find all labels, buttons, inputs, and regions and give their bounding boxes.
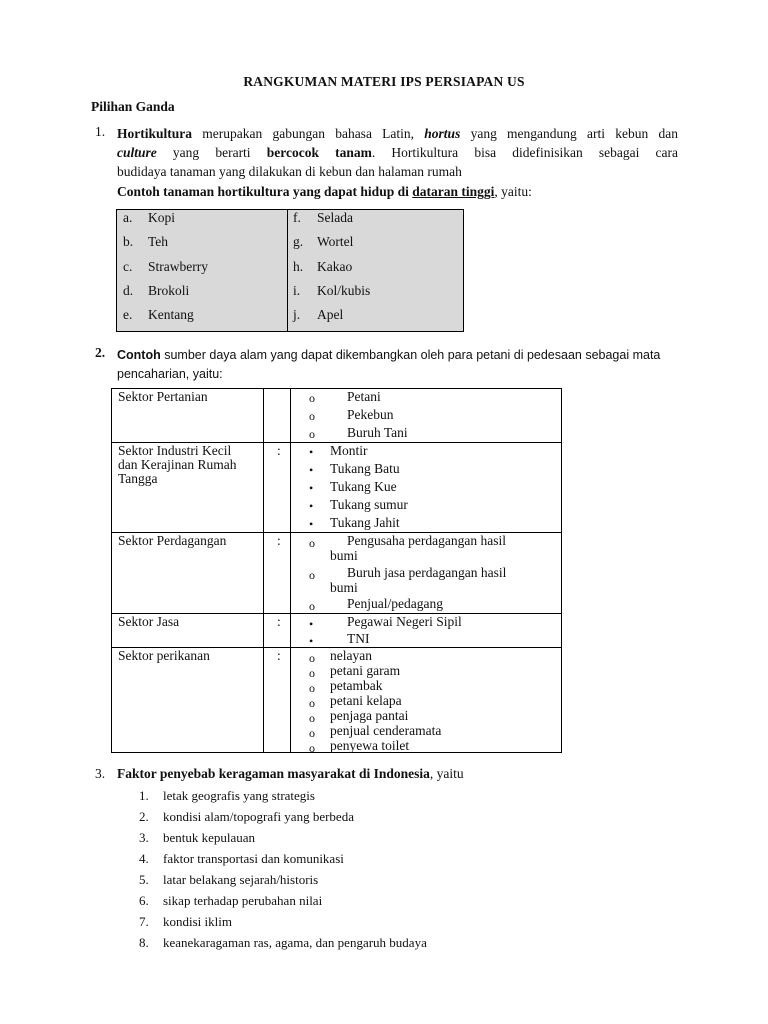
sector-item: penjaga pantai: [330, 708, 409, 723]
label-line: Sektor Industri Kecil: [118, 443, 232, 458]
list-item: [139, 788, 315, 804]
list-text: letak geografis yang strategis: [163, 788, 315, 803]
prompt-suffix: , yaitu:: [494, 184, 532, 199]
sector-item: Tukang sumur: [330, 497, 408, 512]
option-value: Brokoli: [148, 283, 190, 298]
question-1-text: [117, 124, 678, 181]
question-2-number: 2.: [95, 345, 106, 360]
list-number: 4.: [139, 851, 149, 866]
term-bercocok-tanam: bercocok tanam: [266, 145, 372, 160]
prompt-suffix: , yaitu: [429, 766, 464, 781]
question-1-line-2: [117, 143, 678, 162]
colon: :: [277, 533, 281, 548]
question-3-prompt: [117, 766, 464, 782]
list-item: [139, 893, 322, 909]
list-item: [139, 872, 318, 888]
prompt-text: Contoh tanaman hortikultura yang dapat hidup di: [117, 184, 413, 199]
list-number: 5.: [139, 872, 149, 887]
list-item: [139, 830, 255, 846]
list-text: latar belakang sejarah/historis: [163, 872, 319, 887]
dot-bullet: •: [309, 634, 314, 648]
question-1-line-1: [117, 124, 678, 143]
option-value: Apel: [317, 307, 344, 322]
colon: :: [277, 443, 281, 458]
sector-item: Pekebun: [347, 407, 394, 422]
option-value: Selada: [317, 210, 353, 225]
prompt-text: Faktor penyebab keragaman masyarakat di Indonesia: [117, 766, 430, 781]
option-letter: d.: [123, 283, 134, 298]
sector-label: [118, 444, 268, 486]
list-item: [139, 914, 232, 930]
sector-item: Pengusaha perdagangan hasil: [347, 533, 506, 548]
dot-bullet: •: [309, 499, 314, 513]
text-span: . Hortikultura bisa didefinisikan sebagai cara: [371, 145, 679, 160]
option-value: Kentang: [148, 307, 194, 322]
sector-item: Tukang Jahit: [330, 515, 400, 530]
question-1-prompt: [117, 184, 532, 200]
option-letter: a.: [123, 210, 133, 225]
sector-item: TNI: [347, 631, 370, 646]
circle-bullet: o: [309, 427, 315, 441]
sector-item-continued: bumi: [330, 580, 358, 595]
sector-item: Tukang Batu: [330, 461, 400, 476]
text-span: yang mengandung arti kebun dan: [460, 126, 678, 141]
circle-bullet: o: [309, 711, 315, 725]
dot-bullet: •: [309, 617, 314, 631]
option-value: Teh: [148, 234, 169, 249]
circle-bullet: o: [309, 391, 315, 405]
dot-bullet: •: [309, 481, 314, 495]
sector-item: petani garam: [330, 663, 401, 678]
option-value: Wortel: [317, 234, 354, 249]
circle-bullet: o: [309, 409, 315, 423]
option-letter: c.: [123, 259, 133, 274]
option-letter: g.: [293, 234, 304, 249]
option-letter: e.: [123, 307, 133, 322]
list-number: 6.: [139, 893, 149, 908]
sector-label: Sektor Perdagangan: [118, 533, 227, 548]
sector-item: Penjual/pedagang: [347, 596, 443, 611]
term-contoh: Contoh: [117, 348, 161, 362]
question-2-line-2: pencaharian, yaitu:: [117, 367, 223, 381]
text-span: sumber daya alam yang dapat dikembangkan oleh para petani di pedesaan sebagai mata: [160, 348, 661, 362]
circle-bullet: o: [309, 599, 315, 613]
dot-bullet: •: [309, 517, 314, 531]
list-item: [139, 809, 354, 825]
sector-item: petani kelapa: [330, 693, 402, 708]
circle-bullet: o: [309, 651, 315, 665]
question-2-line-1: [117, 346, 697, 365]
term-hortus: hortus: [424, 126, 461, 141]
question-3-number: 3.: [95, 766, 106, 781]
list-text: faktor transportasi dan komunikasi: [163, 851, 344, 866]
sector-table: [111, 388, 562, 753]
option-letter: h.: [293, 259, 304, 274]
list-text: kondisi alam/topografi yang berbeda: [163, 809, 354, 824]
page-title: RANGKUMAN MATERI IPS PERSIAPAN US: [243, 74, 525, 89]
option-letter: b.: [123, 234, 134, 249]
list-number: 3.: [139, 830, 149, 845]
option-value: Kopi: [148, 210, 175, 225]
circle-bullet: o: [309, 666, 315, 680]
term-culture: culture: [117, 145, 157, 160]
section-heading: Pilihan Ganda: [91, 99, 175, 114]
sector-item: nelayan: [330, 648, 372, 663]
sector-label: Sektor Pertanian: [118, 389, 208, 404]
circle-bullet: o: [309, 568, 315, 582]
option-letter: j.: [293, 307, 301, 322]
circle-bullet: o: [309, 741, 315, 755]
list-text: bentuk kepulauan: [163, 830, 256, 845]
list-text: sikap terhadap perubahan nilai: [163, 893, 323, 908]
table-column-line: [290, 389, 291, 752]
circle-bullet: o: [309, 726, 315, 740]
table-row-line: [112, 613, 561, 614]
text-span: yang berarti: [156, 145, 267, 160]
sector-item: penjual cenderamata: [330, 723, 442, 738]
option-value: Strawberry: [148, 259, 208, 274]
colon: :: [277, 614, 281, 629]
dot-bullet: •: [309, 463, 314, 477]
list-number: 2.: [139, 809, 149, 824]
question-1-number: 1.: [95, 124, 106, 139]
sector-item: Montir: [330, 443, 368, 458]
sector-item: Buruh Tani: [347, 425, 408, 440]
option-letter: i.: [293, 283, 301, 298]
list-text: keanekaragaman ras, agama, dan pengaruh budaya: [163, 935, 427, 950]
option-value: Kakao: [317, 259, 353, 274]
sector-item: penyewa toilet: [330, 738, 410, 753]
option-value: Kol/kubis: [317, 283, 371, 298]
circle-bullet: o: [309, 536, 315, 550]
table-divider: [287, 210, 288, 331]
sector-item: Tukang Kue: [330, 479, 397, 494]
dot-bullet: •: [309, 445, 314, 459]
list-item: [139, 935, 427, 951]
list-number: 8.: [139, 935, 149, 950]
sector-item-continued: bumi: [330, 548, 358, 563]
option-letter: f.: [293, 210, 301, 225]
question-1-line-3: budidaya tanaman yang dilakukan di kebun dan halaman rumah: [117, 164, 462, 179]
list-number: 7.: [139, 914, 149, 929]
question-2-text: [117, 346, 697, 384]
sector-item: Buruh jasa perdagangan hasil: [347, 565, 507, 580]
plants-table: [116, 209, 464, 332]
list-number: 1.: [139, 788, 149, 803]
sector-label: Sektor Jasa: [118, 614, 180, 629]
list-item: [139, 851, 344, 867]
sector-item: Pegawai Negeri Sipil: [347, 614, 462, 629]
circle-bullet: o: [309, 696, 315, 710]
label-line: Tangga: [118, 471, 158, 486]
term-hortikultura: Hortikultura: [117, 126, 193, 141]
sector-label: Sektor perikanan: [118, 648, 210, 663]
label-line: dan Kerajinan Rumah: [118, 457, 237, 472]
text-span: merupakan gabungan bahasa Latin,: [192, 126, 425, 141]
sector-item: petambak: [330, 678, 383, 693]
sector-item: Petani: [347, 389, 381, 404]
list-text: kondisi iklim: [163, 914, 232, 929]
prompt-underlined: dataran tinggi: [412, 184, 495, 199]
colon: :: [277, 648, 281, 663]
circle-bullet: o: [309, 681, 315, 695]
